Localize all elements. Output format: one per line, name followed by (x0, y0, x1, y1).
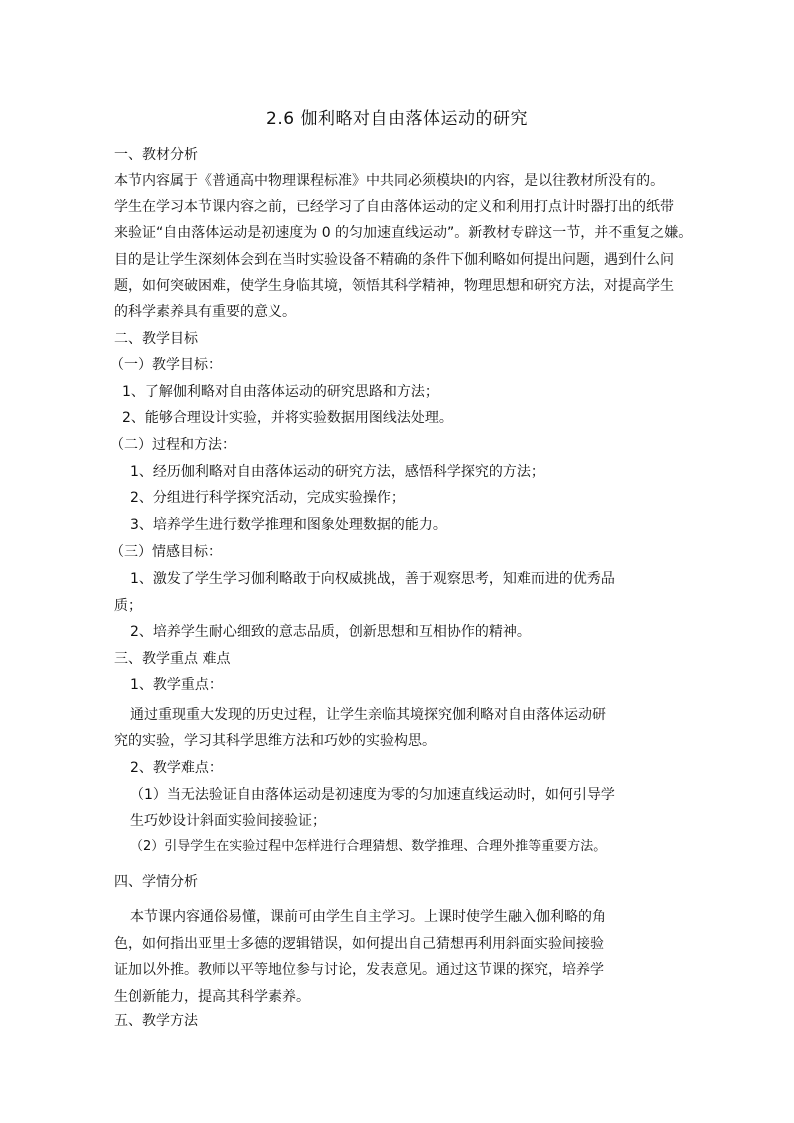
list-item: 2、培养学生耐心细致的意志品质，创新思想和互相协作的精神。 (130, 624, 531, 640)
subheading: （二）过程和方法： (110, 437, 236, 453)
list-item: 1、了解伽利略对自由落体运动的研究思路和方法； (122, 384, 439, 400)
section-heading-key-points: 三、教学重点 难点 (114, 651, 231, 667)
subheading: （三）情感目标： (110, 544, 222, 560)
paragraph-line: 本节课内容通俗易懂，课前可由学生自主学习。上课时使学生融入伽利略的角 (130, 909, 606, 925)
section-heading-materials: 一、教材分析 (114, 147, 198, 163)
paragraph-line: 证加以外推。教师以平等地位参与讨论，发表意见。通过这节课的探究，培养学 (114, 962, 604, 978)
list-item: 2、能够合理设计实验，并将实验数据用图线法处理。 (122, 410, 453, 426)
list-item: 质； (114, 598, 142, 614)
section-heading-objectives: 二、教学目标 (114, 331, 198, 347)
paragraph-line: 究的实验，学习其科学思维方法和巧妙的实验构思。 (114, 733, 436, 749)
subheading: 1、教学重点： (130, 677, 223, 693)
paragraph-line: 色，如何指出亚里士多德的逻辑错误，如何提出自己猜想再利用斜面实验间接验 (114, 936, 604, 952)
section-heading-learner-analysis: 四、学情分析 (114, 874, 198, 890)
paragraph-line: 本节内容属于《普通高中物理课程标准》中共同必须模块Ⅰ的内容，是以往教材所没有的。 (114, 173, 665, 189)
subheading: （一）教学目标： (110, 357, 222, 373)
paragraph-line: 的科学素养具有重要的意义。 (114, 304, 296, 320)
list-item: 1、激发了学生学习伽利略敢于向权威挑战，善于观察思考，知难而进的优秀品 (130, 571, 615, 587)
paragraph-line: 题，如何突破困难，使学生身临其境，领悟其科学精神，物理思想和研究方法，对提高学生 (114, 278, 674, 294)
subheading: 2、教学难点： (130, 760, 223, 776)
list-item: 3、培养学生进行数学推理和图象处理数据的能力。 (130, 517, 447, 533)
list-item: （2）引导学生在实验过程中怎样进行合理猜想、数学推理、合理外推等重要方法。 (130, 839, 607, 854)
paragraph-line: 通过重现重大发现的历史过程，让学生亲临其境探究伽利略对自由落体运动研 (130, 707, 606, 723)
page-title: 2.6 伽利略对自由落体运动的研究 (266, 109, 528, 129)
list-item: 2、分组进行科学探究活动，完成实验操作； (130, 490, 405, 506)
paragraph-line: 来验证“自由落体运动是初速度为 0 的匀加速直线运动”。新教材专辟这一节，并不重复之嫌。 (114, 225, 693, 241)
paragraph-line: 生创新能力，提高其科学素养。 (114, 989, 310, 1005)
list-item: 1、经历伽利略对自由落体运动的研究方法，感悟科学探究的方法； (130, 464, 545, 480)
paragraph-line: 目的是让学生深刻体会到在当时实验设备不精确的条件下伽利略如何提出问题，遇到什么问 (114, 252, 674, 268)
paragraph-line: 学生在学习本节课内容之前，已经学习了自由落体运动的定义和利用打点计时器打出的纸带 (114, 199, 674, 215)
section-heading-methods: 五、教学方法 (114, 1013, 198, 1029)
list-item: 生巧妙设计斜面实验间接验证； (130, 813, 326, 829)
list-item: （1）当无法验证自由落体运动是初速度为零的匀加速直线运动时，如何引导学 (130, 787, 615, 803)
